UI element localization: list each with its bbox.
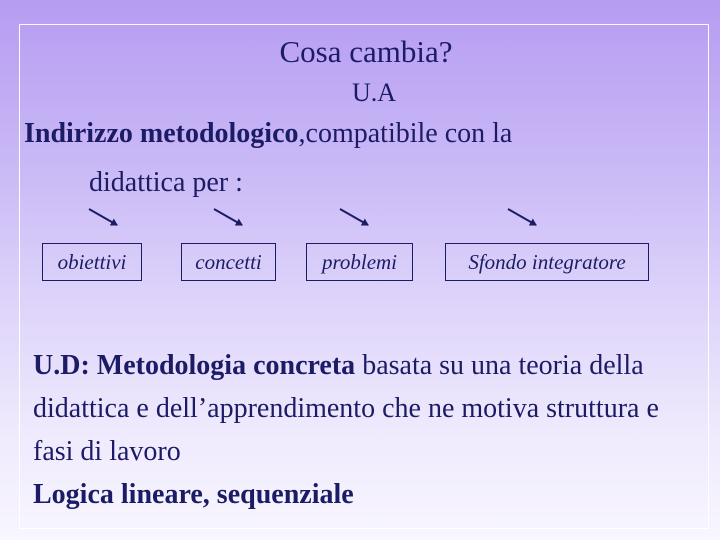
box-concetti: concetti xyxy=(181,243,276,281)
box-problemi: problemi xyxy=(306,243,413,281)
ud-bold: U.D: Metodologia concreta xyxy=(33,350,356,381)
arrow-4-icon xyxy=(508,209,536,225)
slide-title: Cosa cambia? xyxy=(279,34,453,69)
box-sfondo-integratore: Sfondo integratore xyxy=(445,243,649,281)
arrow-2-icon xyxy=(214,209,242,225)
logic-line: Logica lineare, sequenziale xyxy=(33,479,354,510)
intro-rest: ,compatibile con la xyxy=(298,118,513,149)
ud-paragraph xyxy=(33,344,703,516)
box-obiettivi: obiettivi xyxy=(42,243,142,281)
ud-rest: basata su una teoria della didattica e dell’apprendimento che ne motiva struttura e fasi di lavoro xyxy=(33,350,659,467)
intro-bold: Indirizzo metodologico xyxy=(24,118,299,149)
slide-subtitle: U.A xyxy=(352,78,397,107)
intro-line-2: didattica per : xyxy=(89,167,243,198)
arrow-3-icon xyxy=(340,209,368,225)
arrow-1-icon xyxy=(89,209,117,225)
